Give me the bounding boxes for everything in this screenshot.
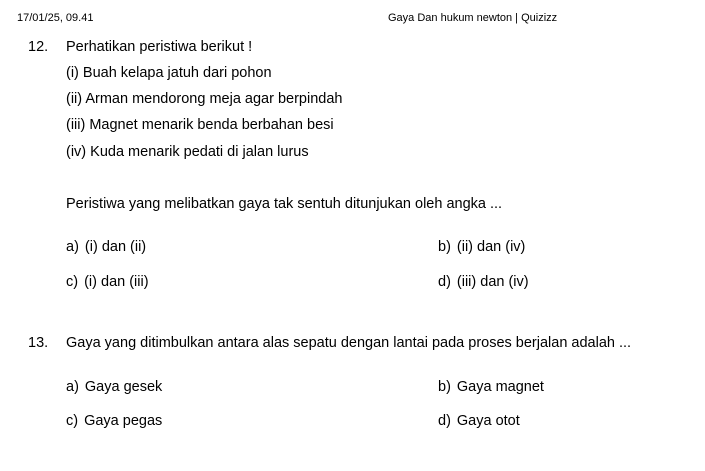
print-page-title: Gaya Dan hukum newton | Quizizz [388,12,558,24]
option-a[interactable] [66,239,146,255]
option-letter: d) [438,274,451,290]
option-c[interactable] [66,413,162,429]
option-text: Gaya otot [456,413,520,429]
option-c[interactable] [66,274,149,290]
print-header [17,12,705,26]
question-text: Gaya yang ditimbulkan antara alas sepatu dengan lantai pada proses berjalan adalah ... [66,335,632,351]
option-d[interactable] [438,413,520,429]
statement-item: (i) Buah kelapa jatuh dari pohon [66,65,272,81]
option-b[interactable] [438,379,544,395]
option-letter: d) [438,413,451,429]
option-text: (ii) dan (iv) [456,239,526,255]
statement-item: (iii) Magnet menarik benda berbahan besi [66,117,334,133]
option-letter: b) [438,239,451,255]
option-a[interactable] [66,379,162,395]
option-text: Gaya magnet [456,379,544,395]
question-text: Perhatikan peristiwa berikut ! [66,39,253,55]
option-b[interactable] [438,239,525,255]
option-letter: b) [438,379,451,395]
option-letter: a) [66,379,79,395]
option-text: Gaya gesek [84,379,163,395]
question-number: 12. [28,39,49,55]
statement-item: (iv) Kuda menarik pedati di jalan lurus [66,144,309,160]
option-letter: c) [66,413,79,429]
question-prompt: Peristiwa yang melibatkan gaya tak sentuh ditunjukan oleh angka ... [66,196,503,212]
option-letter: c) [66,274,79,290]
statement-item: (ii) Arman mendorong meja agar berpindah [66,91,343,107]
option-d[interactable] [438,274,529,290]
question-number: 13. [28,335,49,351]
option-text: (i) dan (ii) [84,239,147,255]
option-letter: a) [66,239,79,255]
option-text: (iii) dan (iv) [456,274,529,290]
option-text: (i) dan (iii) [84,274,149,290]
print-datetime: 17/01/25, 09.41 [17,12,94,24]
option-text: Gaya pegas [84,413,163,429]
